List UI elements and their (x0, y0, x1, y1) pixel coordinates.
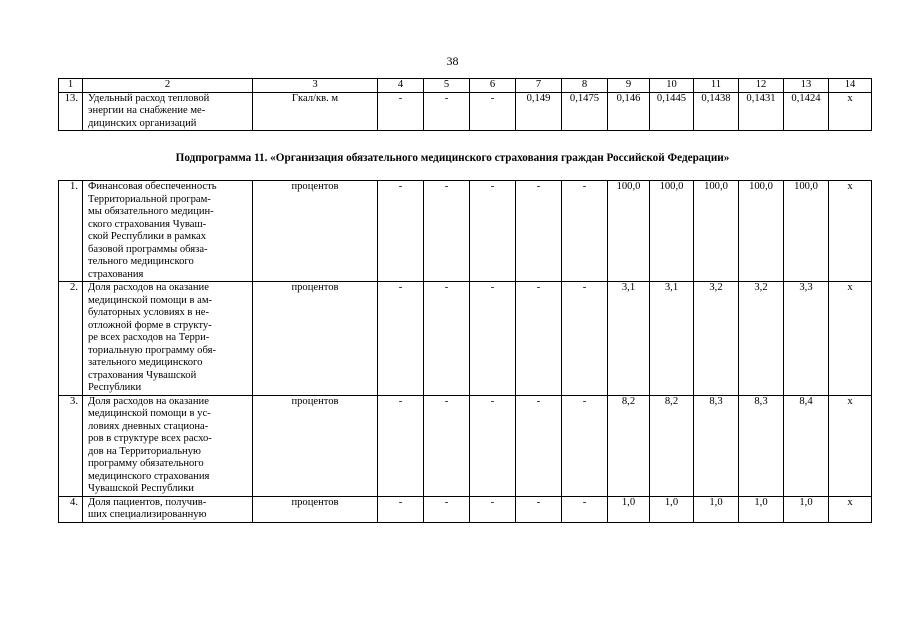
column-number: 3 (253, 79, 378, 93)
column-number: 5 (424, 79, 470, 93)
value-cell: - (516, 181, 562, 282)
indicator-name-line: Доля расходов на оказание (88, 395, 209, 407)
indicator-name-line: ловиях дневных стационa- (88, 420, 209, 432)
value-cell: 3,3 (784, 282, 829, 396)
indicator-name-line: страхования (88, 268, 144, 280)
note-cell: х (829, 282, 872, 396)
indicator-name-line: Территориальной програм- (88, 193, 211, 205)
value-cell: 0,1445 (650, 92, 694, 131)
row-number: 2. (59, 282, 83, 396)
column-number: 8 (562, 79, 608, 93)
unit-cell: процентов (253, 181, 378, 282)
value-cell: 8,2 (608, 395, 650, 496)
value-cell: - (378, 181, 424, 282)
indicator-name-line: базовой программы обяза- (88, 243, 208, 255)
row-number: 13. (59, 92, 83, 131)
indicator-name-line: тельного медицинского (88, 256, 194, 267)
value-cell: - (516, 395, 562, 496)
value-cell: 8,3 (694, 395, 739, 496)
value-cell: 3,1 (650, 282, 694, 396)
page-number: 38 (446, 54, 459, 68)
indicator-name-line: Республики (88, 382, 142, 393)
column-number: 1 (59, 79, 83, 93)
note-cell: х (829, 92, 872, 131)
indicator-name-line: ской Республики в рамках (88, 231, 207, 242)
indicator-name-line: отложной форме в структу- (88, 319, 212, 331)
column-number: 10 (650, 79, 694, 93)
column-number: 2 (83, 79, 253, 93)
value-cell: - (470, 395, 516, 496)
unit-cell: процентов (253, 395, 378, 496)
row-number: 4. (59, 496, 83, 522)
indicator-name-line: ших специализированную (88, 509, 207, 520)
value-cell: 0,146 (608, 92, 650, 131)
column-number: 9 (608, 79, 650, 93)
column-number-row (59, 79, 872, 93)
note-cell: х (829, 181, 872, 282)
indicator-name-line: ториальную программу обя- (88, 344, 216, 356)
indicator-name-line: энергии на снабжение ме- (88, 105, 206, 116)
indicator-name-line: Чувашской Республики (88, 483, 194, 494)
value-cell: - (378, 92, 424, 131)
value-cell: 100,0 (694, 181, 739, 282)
value-cell: 0,1475 (562, 92, 608, 131)
indicator-name-line: мы обязательного медицин- (88, 206, 214, 217)
indicator-name-line: программу обязательного (88, 458, 204, 469)
indicator-name (83, 496, 253, 522)
indicator-name (83, 92, 253, 131)
value-cell: 3,2 (694, 282, 739, 396)
value-cell: 100,0 (784, 181, 829, 282)
unit-cell: Гкал/кв. м (253, 92, 378, 131)
value-cell: 1,0 (739, 496, 784, 522)
value-cell: 1,0 (784, 496, 829, 522)
column-number: 12 (739, 79, 784, 93)
value-cell: 0,1438 (694, 92, 739, 131)
indicator-name-line: дов на Территориальную (88, 445, 201, 457)
indicator-name-line: медицинской помощи в ус- (88, 408, 211, 419)
unit-cell: процентов (253, 282, 378, 396)
indicator-name-line: Доля расходов на оказание (88, 282, 209, 293)
value-cell: - (470, 282, 516, 396)
row-number: 3. (59, 395, 83, 496)
indicator-name-line: Финансовая обеспеченность (88, 181, 217, 192)
column-number: 6 (470, 79, 516, 93)
value-cell: 1,0 (694, 496, 739, 522)
indicator-name-line: ров в структуре всех расхо- (88, 433, 212, 444)
table-row (59, 181, 872, 282)
value-cell: - (516, 282, 562, 396)
value-cell: - (424, 282, 470, 396)
value-cell: 8,4 (784, 395, 829, 496)
value-cell: - (470, 181, 516, 282)
indicator-name (83, 181, 253, 282)
indicator-name-line: страхования Чувашской (88, 369, 197, 381)
value-cell: 3,2 (739, 282, 784, 396)
table-row (59, 282, 872, 396)
value-cell: - (470, 92, 516, 131)
table-row (59, 92, 872, 131)
value-cell: - (562, 395, 608, 496)
value-cell: - (424, 496, 470, 522)
column-number: 13 (784, 79, 829, 93)
value-cell: 0,149 (516, 92, 562, 131)
indicator-name-line: зательного медицинского (88, 357, 203, 368)
value-cell: - (562, 496, 608, 522)
value-cell: 0,1431 (739, 92, 784, 131)
value-cell: - (470, 496, 516, 522)
indicator-name-line: медицинской помощи в ам- (88, 294, 213, 306)
value-cell: - (516, 496, 562, 522)
value-cell: - (424, 181, 470, 282)
indicator-name (83, 282, 253, 396)
value-cell: 3,1 (608, 282, 650, 396)
value-cell: - (562, 181, 608, 282)
value-cell: 8,3 (739, 395, 784, 496)
note-cell: х (829, 496, 872, 522)
note-cell: х (829, 395, 872, 496)
value-cell: - (424, 395, 470, 496)
indicator-name-line: Удельный расход тепловой (88, 92, 210, 104)
value-cell: 100,0 (608, 181, 650, 282)
value-cell: - (562, 282, 608, 396)
indicators-table-subprogram-11 (58, 180, 872, 523)
table-row (59, 496, 872, 522)
value-cell: 100,0 (650, 181, 694, 282)
indicators-table-top (58, 78, 872, 131)
indicator-name-line: Доля пациентов, получив- (88, 496, 207, 508)
value-cell: - (378, 282, 424, 396)
column-number: 4 (378, 79, 424, 93)
indicator-name-line: медицинского страхования (88, 470, 210, 482)
value-cell: - (424, 92, 470, 131)
indicator-name (83, 395, 253, 496)
value-cell: 0,1424 (784, 92, 829, 131)
value-cell: - (378, 395, 424, 496)
column-number: 11 (694, 79, 739, 93)
column-number: 7 (516, 79, 562, 93)
unit-cell: процентов (253, 496, 378, 522)
column-number: 14 (829, 79, 872, 93)
value-cell: 1,0 (608, 496, 650, 522)
indicator-name-line: ского страхования Чуваш- (88, 218, 207, 230)
value-cell: 100,0 (739, 181, 784, 282)
value-cell: 8,2 (650, 395, 694, 496)
indicator-name-line: дицинских организаций (88, 117, 197, 129)
indicator-name-line: ре всех расходов на Терри- (88, 332, 210, 343)
table-row (59, 395, 872, 496)
value-cell: - (378, 496, 424, 522)
value-cell: 1,0 (650, 496, 694, 522)
indicator-name-line: булаторных условиях в не- (88, 307, 209, 318)
subprogram-heading: Подпрограмма 11. «Организация обязательного медицинского страхования граждан Российской Федерации» (175, 152, 730, 164)
row-number: 1. (59, 181, 83, 282)
